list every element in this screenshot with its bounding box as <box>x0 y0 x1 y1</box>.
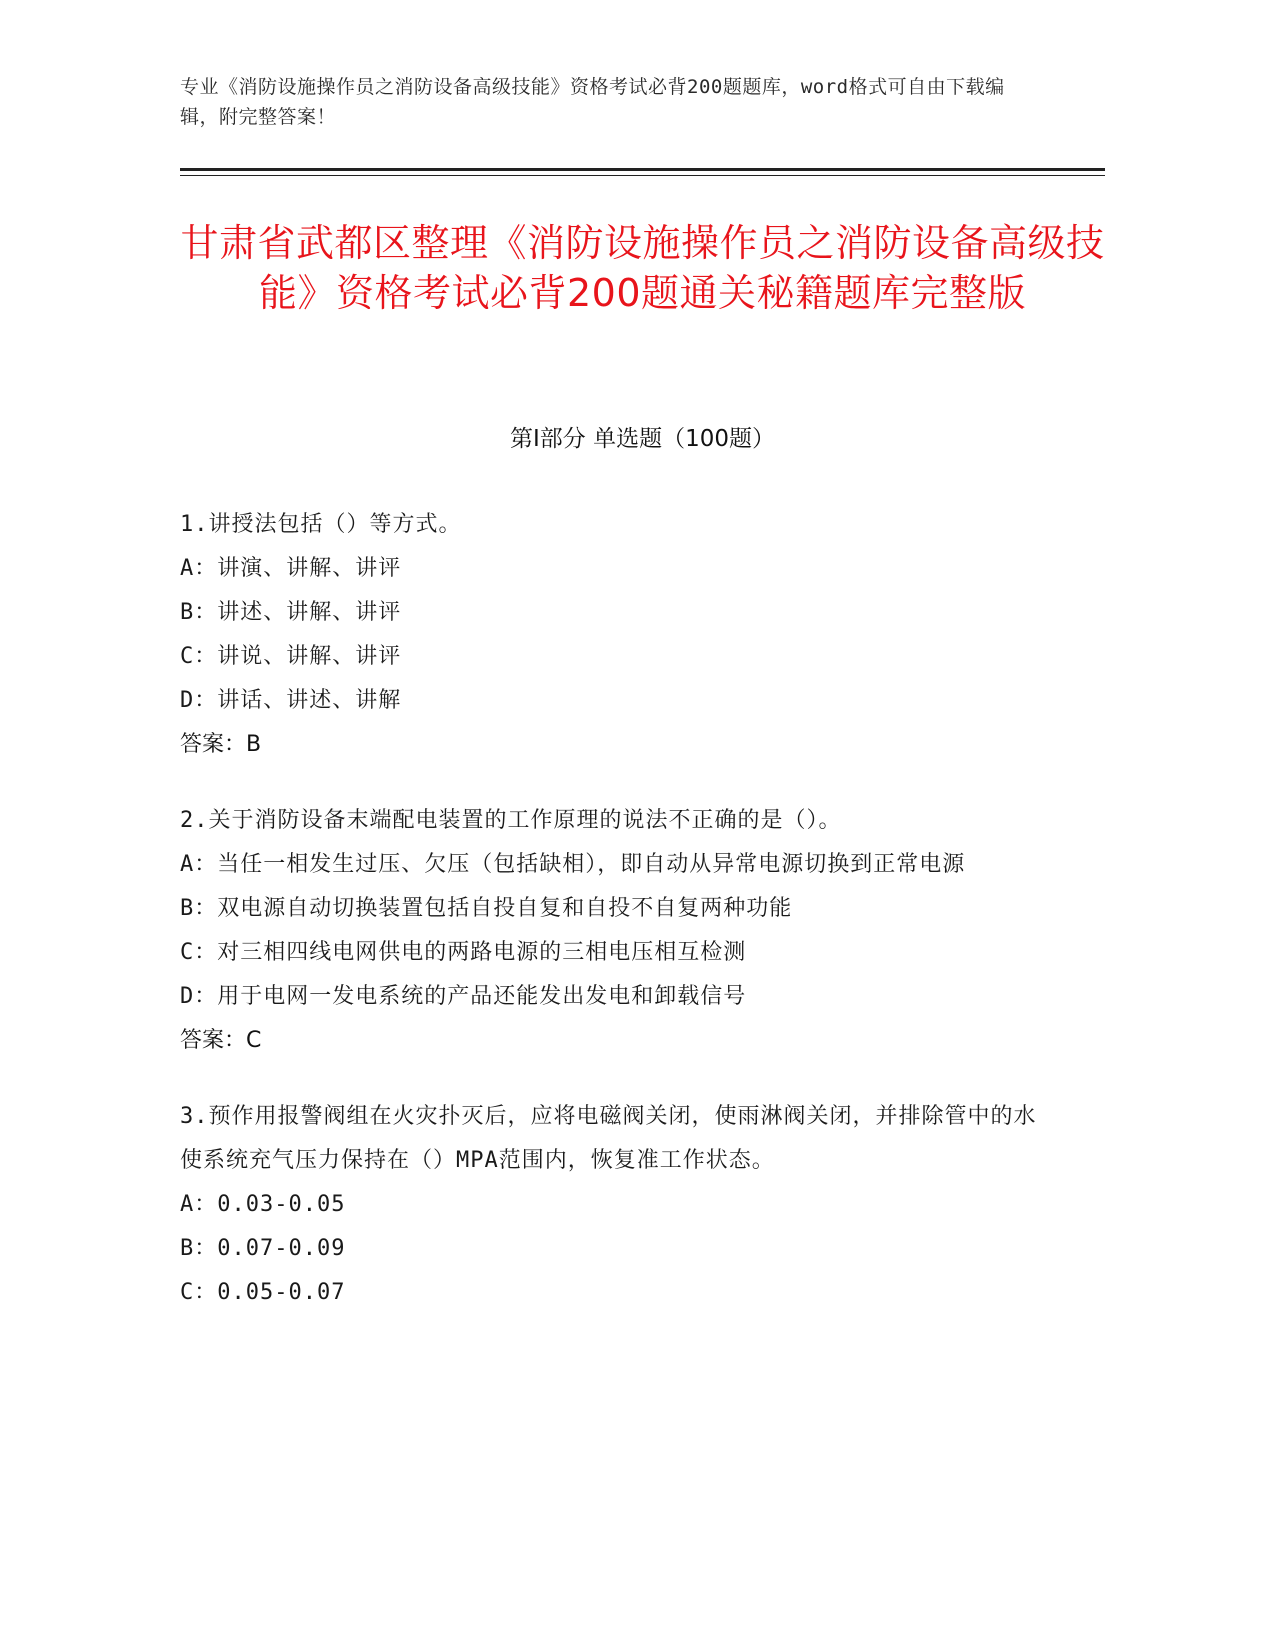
answer: 答案：C <box>180 1028 262 1053</box>
question-1 <box>180 503 1040 767</box>
question-3 <box>180 1095 1040 1315</box>
option-c: C：对三相四线电网供电的两路电源的三相电压相互检测 <box>180 940 747 965</box>
option-b: B：0.07-0.09 <box>180 1236 346 1261</box>
header-note: 专业《消防设施操作员之消防设备高级技能》资格考试必背200题题库，word格式可自由下载编辑，附完整答案！ <box>180 76 1005 128</box>
option-d: D：讲话、讲述、讲解 <box>180 688 402 713</box>
header-rule-thin <box>180 175 1105 176</box>
option-d: D：用于电网一发电系统的产品还能发出发电和卸载信号 <box>180 984 747 1009</box>
option-c: C：0.05-0.07 <box>180 1280 346 1305</box>
option-b: B：双电源自动切换装置包括自投自复和自投不自复两种功能 <box>180 896 793 921</box>
option-a: A：当任一相发生过压、欠压（包括缺相），即自动从异常电源切换到正常电源 <box>180 852 966 877</box>
option-a: A：0.03-0.05 <box>180 1192 346 1217</box>
section-title: 第Ⅰ部分 单选题（100题） <box>510 426 775 452</box>
option-c: C：讲说、讲解、讲评 <box>180 644 402 669</box>
question-2 <box>180 799 1040 1063</box>
document-title: 甘肃省武都区整理《消防设施操作员之消防设备高级技能》资格考试必背200题通关秘籍题库完整版 <box>180 221 1105 315</box>
header-rule-thick <box>180 168 1105 171</box>
question-stem: 1.讲授法包括（）等方式。 <box>180 512 462 537</box>
question-stem: 3.预作用报警阀组在火灾扑灭后，应将电磁阀关闭，使雨淋阀关闭，并排除管中的水使系统充气压力保持在（）MPA范围内，恢复准工作状态。 <box>180 1104 1037 1173</box>
option-a: A：讲演、讲解、讲评 <box>180 556 402 581</box>
answer: 答案：B <box>180 732 262 757</box>
option-b: B：讲述、讲解、讲评 <box>180 600 402 625</box>
question-stem: 2.关于消防设备末端配电装置的工作原理的说法不正确的是（）。 <box>180 808 842 833</box>
question-list <box>180 503 1040 1347</box>
